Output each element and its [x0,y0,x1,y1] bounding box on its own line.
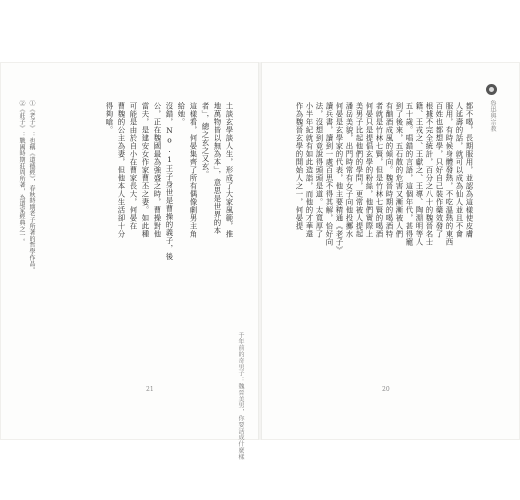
book-spread [0,62,520,460]
body-column: 地萬物皆以無為本」，意思是世界的本 [213,102,222,235]
footnote-1: ①《老子》：也稱《道德經》，春秋時期老子所著的哲學作品。 [28,100,35,274]
body-column: 潘岳美貌，出門時常有女子向他投擲水 [345,102,354,238]
body-column: 這樣看，何晏集齊了所有偶像劇男主角 [189,102,198,238]
footnote-2: ②《莊子》：戰國時期莊周所著，為道家經典之一。 [18,100,25,245]
body-column: 美男子比起他們的學問，更常被人提起 [355,102,364,238]
body-column: 人延壽的話，就可以成為仙人並且不會 [455,102,464,238]
body-column: 者」，總之玄之又玄。 [201,102,210,179]
body-column: 得夠嗆。 [105,102,114,134]
page-number-right: 20 [382,386,390,393]
body-column: 作為魏晉玄學的開始人之一，何晏提 [295,102,304,230]
body-column: 都不喝，長期服用，並認為這樣使皮膚 [465,102,474,238]
body-column: 服用，有時候身體發熱，不吃溫熱的東西 [445,102,454,246]
body-column: 土談玄學談人生，形成了大家風範，推 [225,102,234,238]
body-column: 公，正在魏國最為強盛之時，曹操對他 [153,102,162,238]
body-column: 根據不完全統計，百分之八十的魏晉名士 [425,102,434,246]
body-column: 籍、王戎之、王獻之、王導、陶淵明等人 [415,102,424,246]
left-page [0,62,258,460]
body-column: 五十歲。唱錯的言語，這個年代，甚得寵 [405,102,414,246]
body-column: 何晏是玄學家的代表，他主要精通《老子》 [335,102,344,254]
body-column: 讀兵書，讀到一處百思不得其解，恰好向 [325,102,334,246]
running-head-right: 魯迅與宗教 [489,100,496,132]
body-column: 當夫，是建安女作家曹丕之妻。如此種 [141,102,150,238]
chapter-emblem-icon [486,84,497,95]
body-column: 曹魏的公主為妻，但他本人生活卻十分 [117,102,126,238]
body-column: 百姓也都想學，只好自己裝作藥效發了 [435,102,444,238]
body-column: 法，沒想到竟說得頭頭是道。太寬厚了 [315,102,324,238]
body-column: 小半年紀就有如此造詣，而他的才華還 [305,102,314,238]
body-column: 給她。 [177,102,186,126]
body-column: 到了後來，五石散的危害又漸漸被人們 [395,102,404,238]
body-column: 者就是竹林七賢，但是竹林七賢的喝酒 [375,102,384,238]
body-column: 有酗酒成風的傾向。魏晉時期的喝酒特 [385,102,394,238]
page-number-left: 21 [146,386,154,393]
running-head-left: 千年前的奇男子：魏晉美男，你要活成什麼樣 [237,332,244,460]
body-column: 何晏只是提倡玄學的粉絲，他們實際上 [365,102,374,238]
body-column: 沒錯，No.1王子身世是曹操的義子，後 [165,102,174,261]
right-page [262,62,520,440]
body-column: 可能是由於自小在曹家長大，何晏在 [129,102,138,230]
